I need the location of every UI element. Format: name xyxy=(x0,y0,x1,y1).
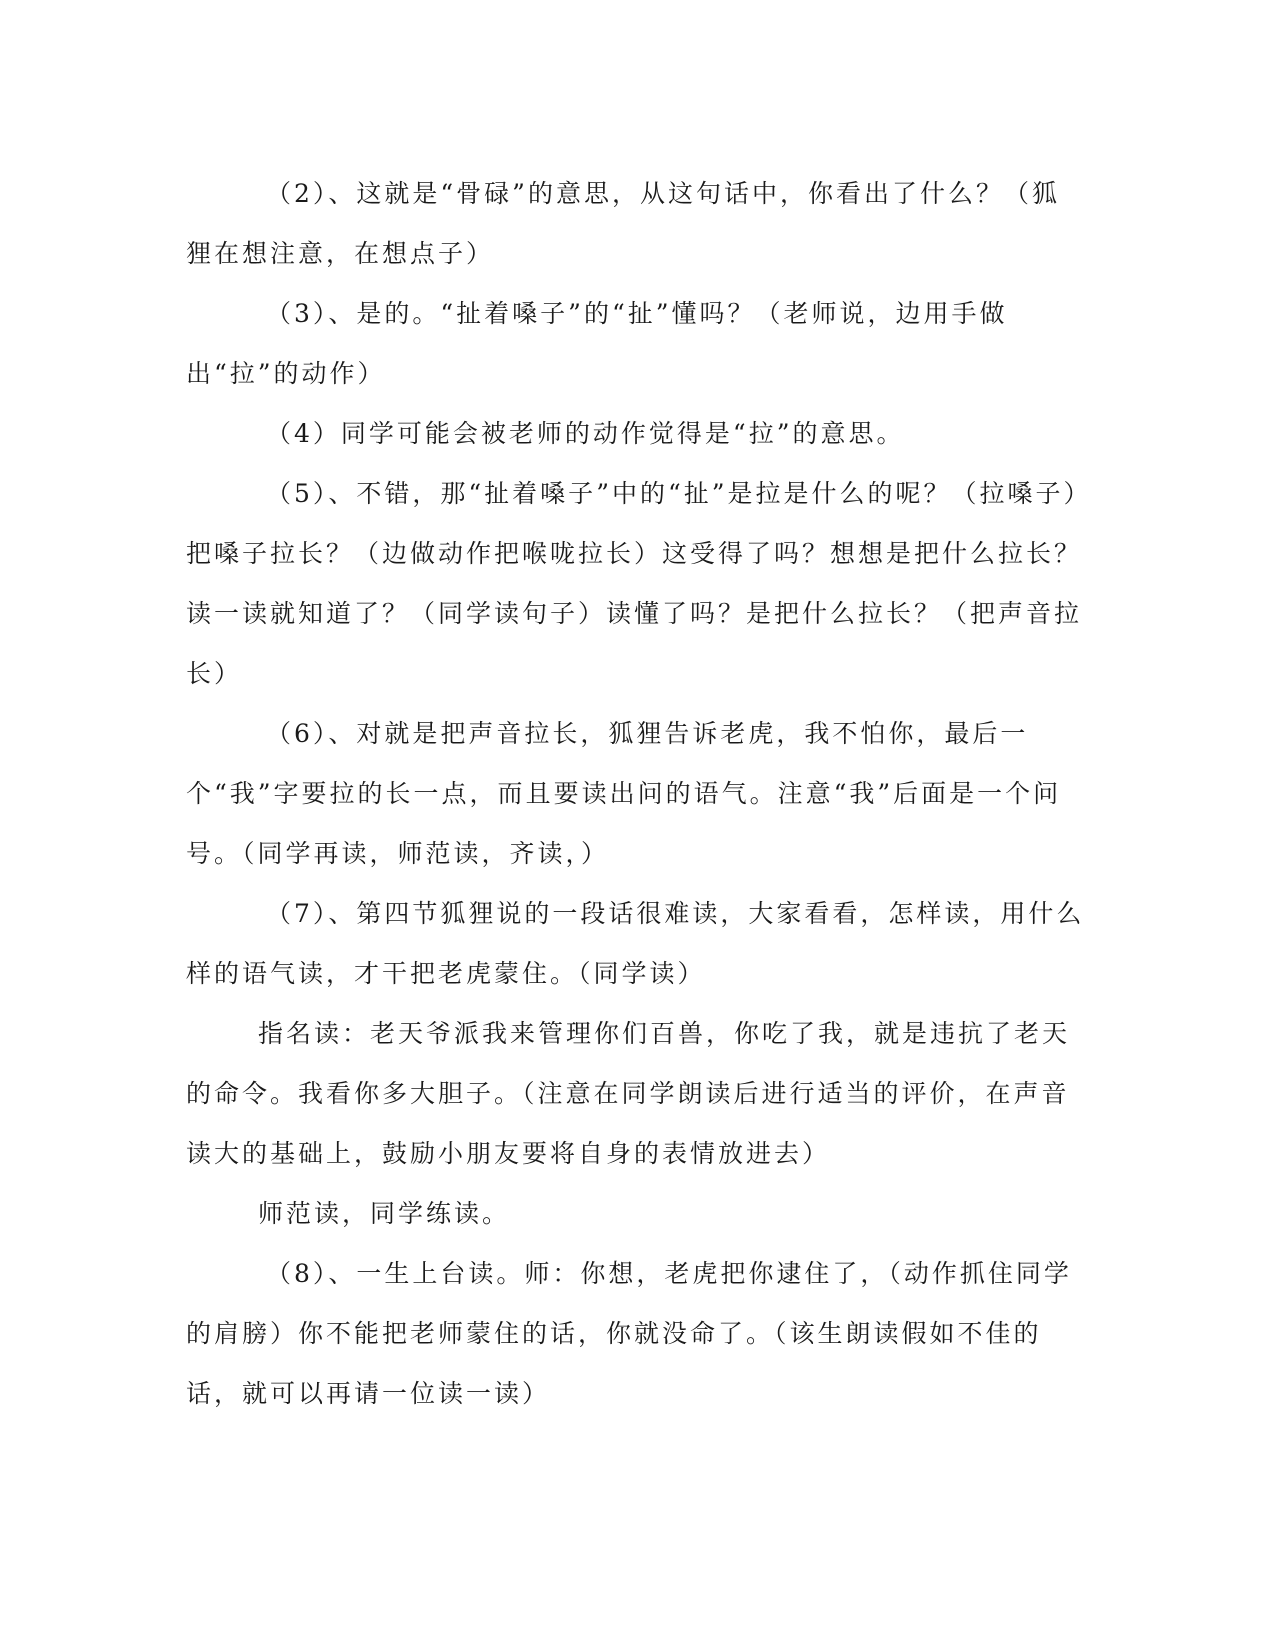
paragraph-2: （2）、这就是“骨碌”的意思，从这句话中，你看出了什么？（狐狸在想注意，在想点子） xyxy=(186,179,1060,268)
paragraph-6: （6）、对就是把声音拉长，狐狸告诉老虎，我不怕你，最后一个“我”字要拉的长一点，而且要读出问的语气。注意“我”后面是一个问号。（同学再读，师范读，齐读，） xyxy=(186,719,1062,868)
paragraph-7: （7）、第四节狐狸说的一段话很难读，大家看看，怎样读，用什么样的语气读，才干把老虎蒙住。（同学读） xyxy=(186,899,1085,988)
paragraph-3: （3）、是的。“扯着嗓子”的“扯”懂吗？（老师说，边用手做出“拉”的动作） xyxy=(186,299,1008,388)
document-body xyxy=(186,164,1086,1424)
paragraph-teacher-demo: 师范读，同学练读。 xyxy=(258,1199,511,1228)
paragraph-4: （4）同学可能会被老师的动作觉得是“拉”的意思。 xyxy=(266,419,905,448)
paragraph-8: （8）、一生上台读。师：你想，老虎把你逮住了，（动作抓住同学的肩膀）你不能把老师蒙住的话，你就没命了。（该生朗读假如不佳的话，就可以再请一位读一读） xyxy=(186,1259,1072,1408)
paragraph-5: （5）、不错，那“扯着嗓子”中的“扯”是拉是什么的呢？（拉嗓子）把嗓子拉长？（边做动作把喉咙拉长）这受得了吗？想想是把什么拉长？读一读就知道了？（同学读句子）读懂了吗？是把什么拉长？（把声音拉长） xyxy=(186,479,1083,688)
paragraph-named-reading: 指名读：老天爷派我来管理你们百兽，你吃了我，就是违抗了老天的命令。我看你多大胆子。（注意在同学朗读后进行适当的评价，在声音读大的基础上，鼓励小朋友要将自身的表情放进去） xyxy=(186,1019,1071,1168)
